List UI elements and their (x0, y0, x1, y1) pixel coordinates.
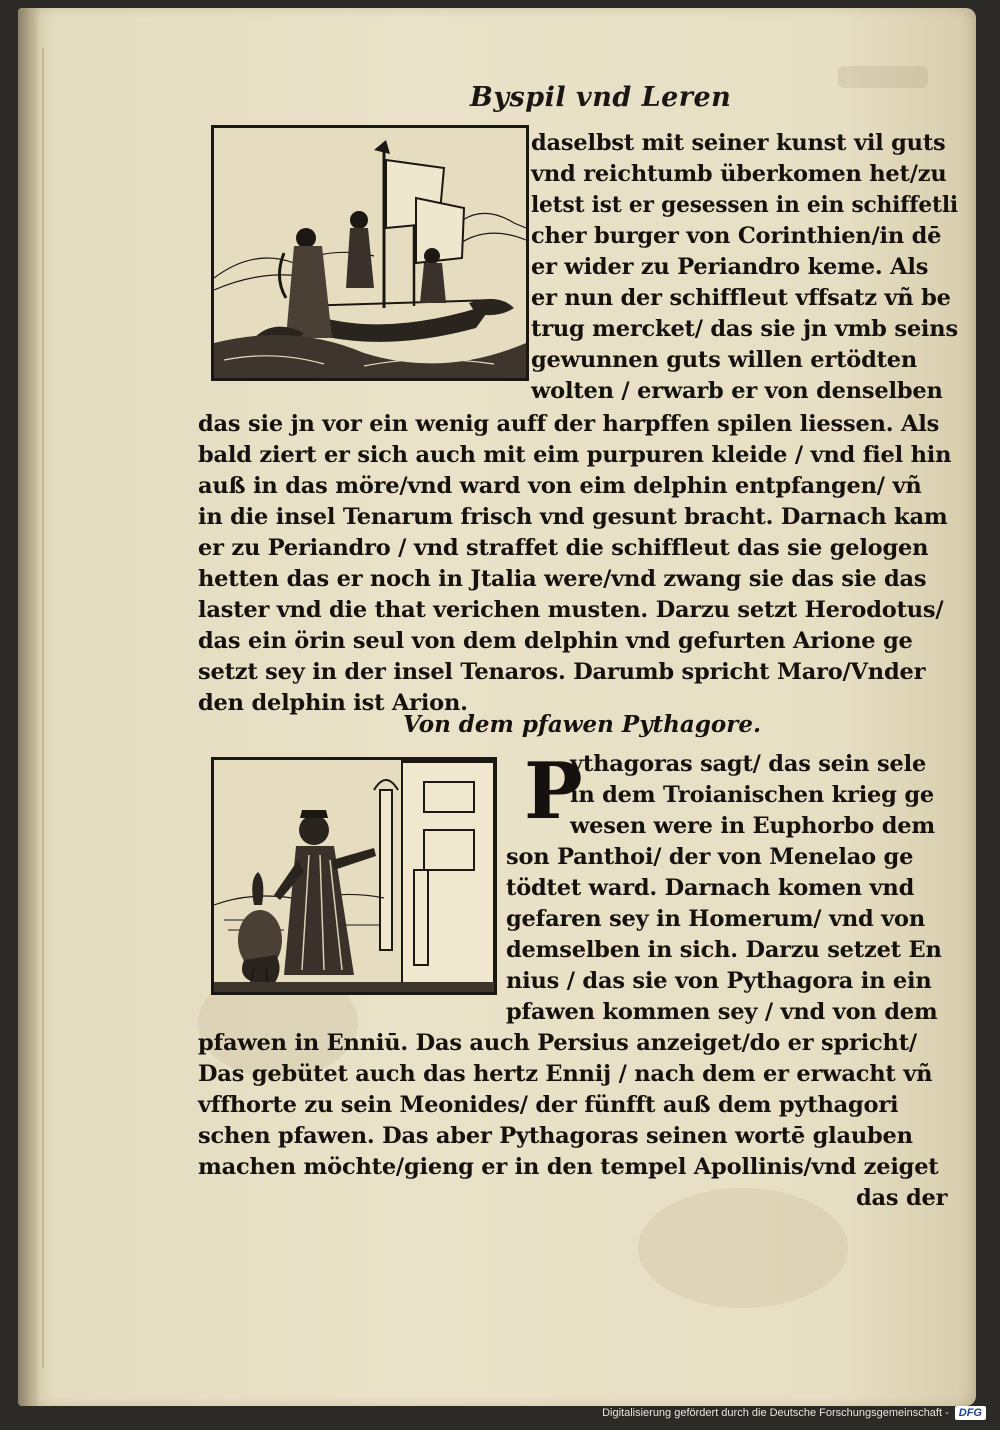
text-line: in dem Troianischen krieg ge (570, 782, 934, 808)
text-line: pfawen kommen sey / vnd von dem (506, 999, 938, 1025)
text-line: cher burger von Corinthien/in dē (531, 223, 942, 249)
text-line: er wider zu Periandro keme. Als (531, 254, 929, 280)
text-line: son Panthoi/ der von Menelao ge (506, 844, 914, 870)
text-line: machen möchte/gieng er in den tempel Apollinis/vnd zeiget (198, 1154, 939, 1180)
section-heading: Von dem pfawen Pythagore. (403, 711, 761, 738)
text-line: vnd reichtumb überkomen het/zu (531, 161, 947, 187)
page-gutter (18, 8, 40, 1406)
page-edge (42, 48, 44, 1368)
text-line: vffhorte zu sein Meonides/ der fünfft auß dem pythagori (198, 1092, 899, 1118)
text-line: setzt sey in der insel Tenaros. Darumb spricht Maro/Vnder (198, 659, 926, 685)
text-line: schen pfawen. Das aber Pythagoras seinen wortē glauben (198, 1123, 913, 1149)
text-line: den delphin ist Arion. (198, 690, 468, 716)
text-line: hetten das er noch in Jtalia were/vnd zwang sie das sie das (198, 566, 927, 592)
text-line: ythagoras sagt/ das sein sele (570, 751, 927, 777)
text-line: er zu Periandro / vnd straffet die schiffleut das sie gelogen (198, 535, 929, 561)
text-line: tödtet ward. Darnach komen vnd (506, 875, 915, 901)
text-line: das sie jn vor ein wenig auff der harpffen spilen liessen. Als (198, 411, 940, 437)
woodcut-pythagoras-peacock (211, 757, 497, 995)
dfg-logo: DFG (955, 1406, 986, 1420)
text-line: er nun der schiffleut vffsatz vñ be (531, 285, 951, 311)
book-page (18, 8, 976, 1406)
text-line: das ein örin seul von dem delphin vnd gefurten Arione ge (198, 628, 913, 654)
footer-credit-text: Digitalisierung gefördert durch die Deutsche Forschungsgemeinschaft - (602, 1407, 949, 1419)
text-line: laster vnd die that verichen musten. Darzu setzt Herodotus/ (198, 597, 944, 623)
bleed-through-mark (838, 66, 928, 88)
text-line: wolten / erwarb er von denselben (531, 378, 943, 404)
running-head: Byspil vnd Leren (470, 82, 732, 113)
text-line: gefaren sey in Homerum/ vnd von (506, 906, 925, 932)
text-line: bald ziert er sich auch mit eim purpuren kleide / vnd fiel hin (198, 442, 952, 468)
woodcut-pythagoras-peacock-illustration (214, 760, 494, 992)
text-line: Das gebütet auch das hertz Ennij / nach dem er erwacht vñ (198, 1061, 933, 1087)
woodcut-arion-ship (211, 125, 529, 381)
text-line: das der (856, 1185, 948, 1211)
text-line: wesen were in Euphorbo dem (570, 813, 935, 839)
text-line: gewunnen guts willen ertödten (531, 347, 918, 373)
drop-cap: P (524, 746, 583, 837)
text-line: in die insel Tenarum frisch vnd gesunt bracht. Darnach kam (198, 504, 948, 530)
text-line: daselbst mit seiner kunst vil guts (531, 130, 946, 156)
text-line: nius / das sie von Pythagora in ein (506, 968, 932, 994)
text-line: pfawen in Enniū. Das auch Persius anzeiget/do er spricht/ (198, 1030, 917, 1056)
text-line: auß in das möre/vnd ward von eim delphin entpfangen/ vñ (198, 473, 922, 499)
text-line: trug mercket/ das sie jn vmb seins (531, 316, 958, 342)
paper-stain (638, 1188, 848, 1308)
woodcut-arion-ship-illustration (214, 128, 526, 378)
text-line: letst ist er gesessen in ein schiffetli (531, 192, 958, 218)
digitization-footer (602, 1404, 986, 1422)
text-line: demselben in sich. Darzu setzet En (506, 937, 942, 963)
